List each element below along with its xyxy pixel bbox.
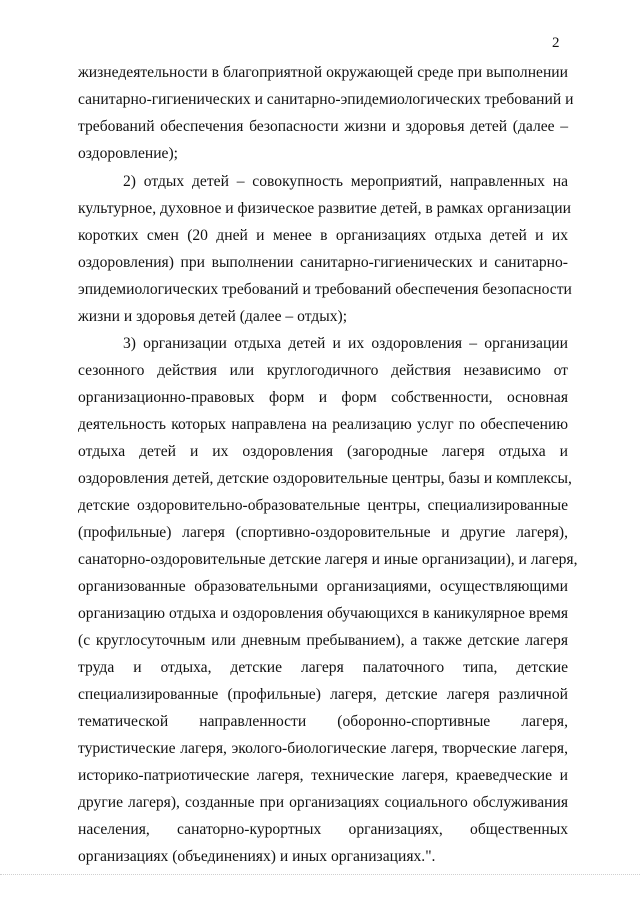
text-line: туристические лагеря, эколого-биологические лагеря, творческие лагеря, — [78, 740, 568, 757]
text-line: специализированные (профильные) лагеря, детские лагеря различной — [78, 686, 568, 703]
text-line: историко-патриотические лагеря, технические лагеря, краеведческие и — [78, 767, 568, 784]
text-line: другие лагеря), созданные при организациях социального обслуживания — [78, 794, 568, 811]
text-line: оздоровления) при выполнении санитарно-гигиенических и санитарно- — [78, 254, 568, 271]
text-line: тематической направленности (оборонно-спортивные лагеря, — [78, 713, 568, 730]
page-bottom-divider — [0, 874, 640, 875]
text-line: (с круглосуточным или дневным пребыванием), а также детские лагеря — [78, 632, 568, 649]
text-line: требований обеспечения безопасности жизни и здоровья детей (далее – — [78, 118, 568, 135]
paragraph-start-line: 2) отдых детей – совокупность мероприятий, направленных на — [123, 173, 568, 190]
text-line: культурное, духовное и физическое развитие детей, в рамках организации — [78, 200, 571, 217]
text-line: организационно-правовых форм и форм собственности, основная — [78, 389, 568, 406]
text-line: детские оздоровительно-образовательные центры, специализированные — [78, 497, 568, 514]
text-line: коротких смен (20 дней и менее в организациях отдыха детей и их — [78, 227, 568, 244]
text-line: оздоровление); — [78, 145, 178, 162]
text-line: жизни и здоровья детей (далее – отдых); — [78, 308, 348, 325]
text-line: санитарно-гигиенических и санитарно-эпидемиологических требований и — [78, 91, 574, 108]
text-line: организованные образовательными организациями, осуществляющими — [78, 578, 568, 595]
page-number: 2 — [552, 35, 560, 51]
text-line: организациях (объединениях) и иных организациях.". — [78, 848, 436, 865]
text-line: оздоровления детей, детские оздоровительные центры, базы и комплексы, — [78, 470, 572, 487]
text-line: организацию отдыха и оздоровления обучающихся в каникулярное время — [78, 605, 568, 622]
text-line: (профильные) лагеря (спортивно-оздоровительные и другие лагеря), — [78, 524, 568, 541]
text-line: эпидемиологических требований и требований обеспечения безопасности — [78, 281, 572, 298]
text-line: санаторно-оздоровительные детские лагеря и иные организации), и лагеря, — [78, 551, 578, 568]
text-line: населения, санаторно-курортных организациях, общественных — [78, 821, 568, 838]
text-line: деятельность которых направлена на реализацию услуг по обеспечению — [78, 416, 568, 433]
text-line: сезонного действия или круглогодичного действия независимо от — [78, 362, 568, 379]
text-line: жизнедеятельности в благоприятной окружающей среде при выполнении — [78, 64, 568, 81]
text-line: отдыха детей и их оздоровления (загородные лагеря отдыха и — [78, 443, 568, 460]
paragraph-start-line: 3) организации отдыха детей и их оздоровления – организации — [123, 335, 568, 352]
text-line: труда и отдыха, детские лагеря палаточного типа, детские — [78, 659, 568, 676]
